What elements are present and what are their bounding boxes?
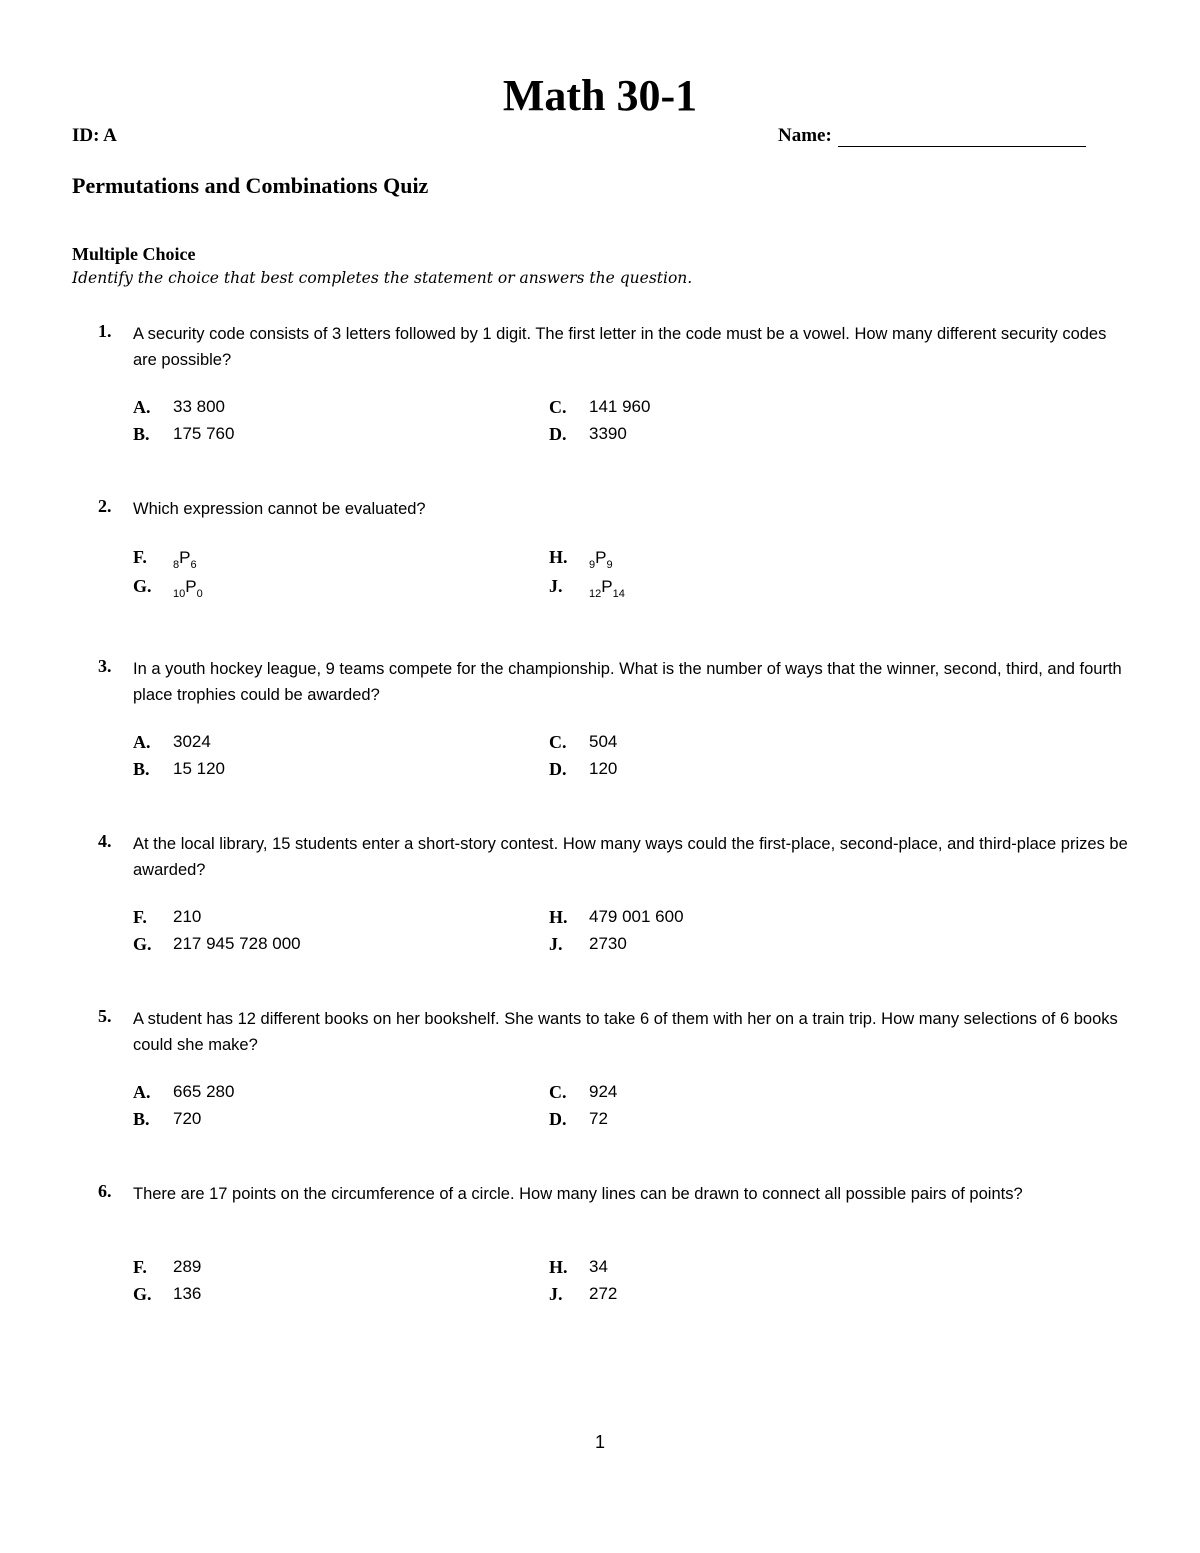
choice-letter: G. [133, 1284, 152, 1304]
choice-letter: A. [133, 1082, 151, 1102]
choice-value: 15 120 [173, 759, 225, 778]
choice-letter: H. [549, 547, 568, 567]
choice-letter: F. [133, 547, 147, 567]
choice-value: 2730 [589, 934, 627, 953]
choice-value: 33 800 [173, 397, 225, 416]
choice-value: 289 [173, 1257, 202, 1276]
choice-letter: F. [133, 907, 147, 927]
question-number: 2. [98, 496, 112, 516]
name-field [778, 125, 1086, 147]
choice-letter: G. [133, 576, 152, 596]
choice-value: 141 960 [589, 397, 651, 416]
choice-letter: D. [549, 424, 567, 444]
choice-value: 3024 [173, 732, 211, 751]
choice-letter: B. [133, 424, 150, 444]
question-text: In a youth hockey league, 9 teams compete for the championship. What is the number of ways that the winner, second, third, and fourth place trophies could be awarded? [133, 660, 1122, 704]
page-number: 1 [594, 1432, 605, 1452]
section-title: Multiple Choice [72, 244, 196, 264]
choice-value: 479 001 600 [589, 907, 684, 926]
choice-value: 136 [173, 1284, 202, 1303]
choice-value: 720 [173, 1109, 202, 1128]
choice-letter: C. [549, 397, 567, 417]
question-text: At the local library, 15 students enter a short-story contest. How many ways could the first-place, second-place, and third-place prizes be awarded? [133, 835, 1128, 879]
choice-value: 210 [173, 907, 202, 926]
choice-letter: B. [133, 759, 150, 779]
choice-value: 924 [589, 1082, 618, 1101]
choice-letter: F. [133, 1257, 147, 1277]
permutation-expression: $_9P_9$ [589, 548, 613, 571]
choice-letter: A. [133, 732, 151, 752]
choice-value: 175 760 [173, 424, 235, 443]
name-blank-line [838, 128, 1086, 147]
choice-letter: D. [549, 759, 567, 779]
section-instructions: Identify the choice that best completes the statement or answers the question. [72, 269, 693, 287]
name-label: Name: [778, 125, 832, 146]
choice-letter: C. [549, 1082, 567, 1102]
choice-value: 72 [589, 1109, 608, 1128]
choice-letter: G. [133, 934, 152, 954]
choice-letter: H. [549, 1257, 568, 1277]
choice-value: 120 [589, 759, 618, 778]
choice-value: 217 945 728 000 [173, 934, 301, 953]
choice-value: 504 [589, 732, 618, 751]
id-label: ID: A [72, 125, 117, 146]
choice-letter: J. [549, 576, 563, 596]
choice-value: 34 [589, 1257, 608, 1276]
choice-value: 3390 [589, 424, 627, 443]
choice-value: 272 [589, 1284, 618, 1303]
permutation-expression: $_{10}P_0$ [173, 577, 203, 600]
question-text: A student has 12 different books on her bookshelf. She wants to take 6 of them with her on a train trip. How many selections of 6 books could she make? [133, 1010, 1118, 1054]
choice-letter: J. [549, 1284, 563, 1304]
choice-letter: C. [549, 732, 567, 752]
question-text: A security code consists of 3 letters followed by 1 digit. The first letter in the code must be a vowel. How many different security codes are possible? [133, 325, 1107, 369]
quiz-title: Permutations and Combinations Quiz [72, 173, 429, 198]
question-text: Which expression cannot be evaluated? [133, 500, 426, 518]
permutation-expression: $_8P_6$ [173, 548, 197, 571]
choice-letter: B. [133, 1109, 150, 1129]
choice-letter: J. [549, 934, 563, 954]
permutation-expression: $_{12}P_{14}$ [589, 577, 625, 600]
question-number: 5. [98, 1006, 112, 1026]
choice-letter: A. [133, 397, 151, 417]
choice-letter: H. [549, 907, 568, 927]
question-number: 1. [98, 321, 112, 341]
question-number: 4. [98, 831, 112, 851]
choice-letter: D. [549, 1109, 567, 1129]
page-title: Math 30-1 [502, 71, 698, 120]
choice-value: 665 280 [173, 1082, 235, 1101]
question-number: 6. [98, 1181, 112, 1201]
question-number: 3. [98, 656, 112, 676]
question-text: There are 17 points on the circumference of a circle. How many lines can be drawn to connect all possible pairs of points? [133, 1185, 1023, 1203]
